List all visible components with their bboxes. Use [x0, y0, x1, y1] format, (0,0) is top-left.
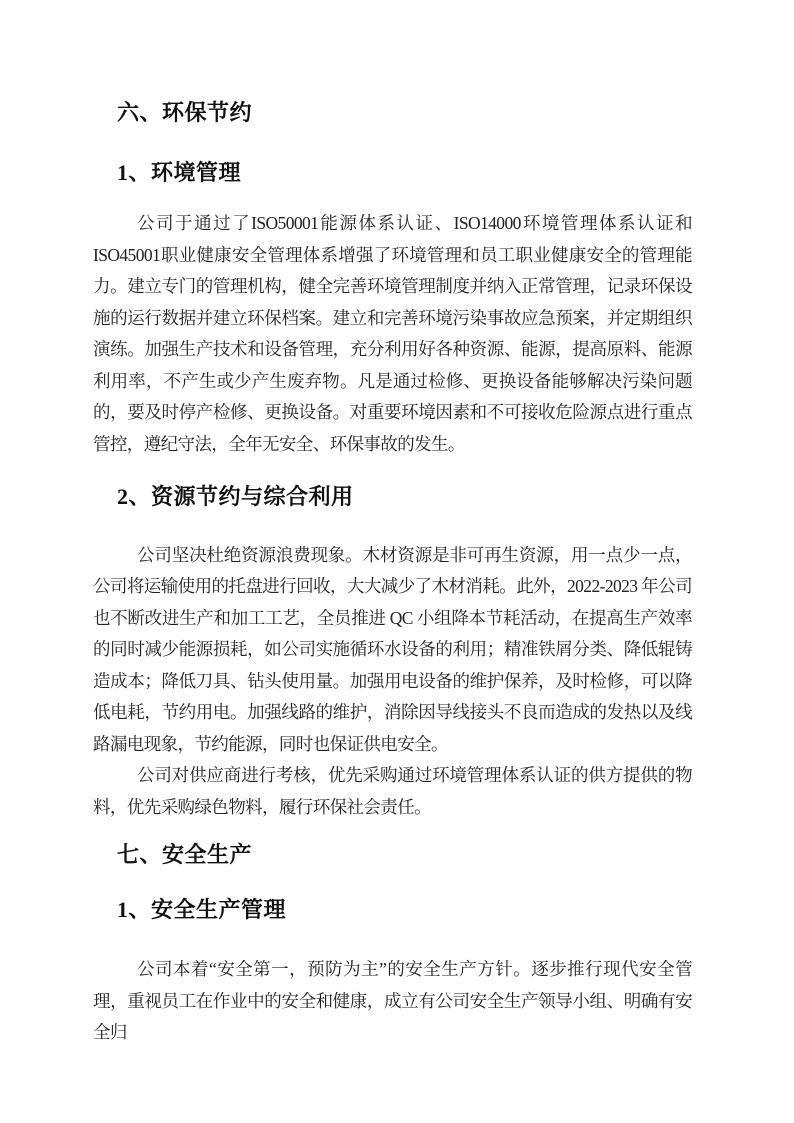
- paragraph-environment-management: 公司于通过了ISO50001能源体系认证、ISO14000环境管理体系认证和ISO45001职业健康安全管理体系增强了环境管理和员工职业健康安全的管理能力。建立专门的管理机构，健全完善环境管理制度并纳入正常管理，记录环保设施的运行数据并建立环保档案。建立和完善环境污染事故应急预案，并定期组织演练。加强生产技术和设备管理，充分利用好各种资源、能源，提高原料、能源利用率，不产生或少产生废弃物。凡是通过检修、更换设备能够解决污染问题的，要及时停产检修、更换设备。对重要环境因素和不可接收危险源点进行重点管控，遵纪守法，全年无安全、环保事故的发生。: [93, 213, 692, 454]
- subsection-heading-safety-management: 1、安全生产管理: [117, 896, 287, 922]
- paragraph-supplier-procurement: 公司对供应商进行考核，优先采购通过环境管理体系认证的供方提供的物料，优先采购绿色物料，履行环保社会责任。: [93, 765, 692, 817]
- subsection-heading-resource-conservation: 2、资源节约与综合利用: [117, 484, 354, 509]
- paragraph-safety-management: 公司本着“安全第一，预防为主”的安全生产方针。逐步推行现代安全管理，重视员工在作业中的安全和健康，成立有公司安全生产领导小组、明确有安全归: [93, 959, 692, 1042]
- paragraph-resource-conservation: 公司坚决杜绝资源浪费现象。木材资源是非可再生资源，用一点少一点，公司将运输使用的托盘进行回收，大大减少了木材消耗。此外，2022-2023 年公司也不断改进生产和加工工艺，全员推进 QC 小组降本节耗活动，在提高生产效率的同时减少能源损耗，如公司实施循环水设备的利用；精准铁屑分类、降低辊铸造成本；降低刀具、钻头使用量。加强用电设备的维护保养，及时检修，可以降低电耗，节约用电。加强线路的维护，消除因导线接头不良而造成的发热以及线路漏电现象，节约能源，同时也保证供电安全。: [93, 544, 692, 754]
- section-heading-environment: 六、环保节约: [117, 100, 253, 125]
- section-heading-safety: 七、安全生产: [117, 842, 253, 867]
- subsection-heading-environment-management: 1、环境管理: [117, 159, 242, 185]
